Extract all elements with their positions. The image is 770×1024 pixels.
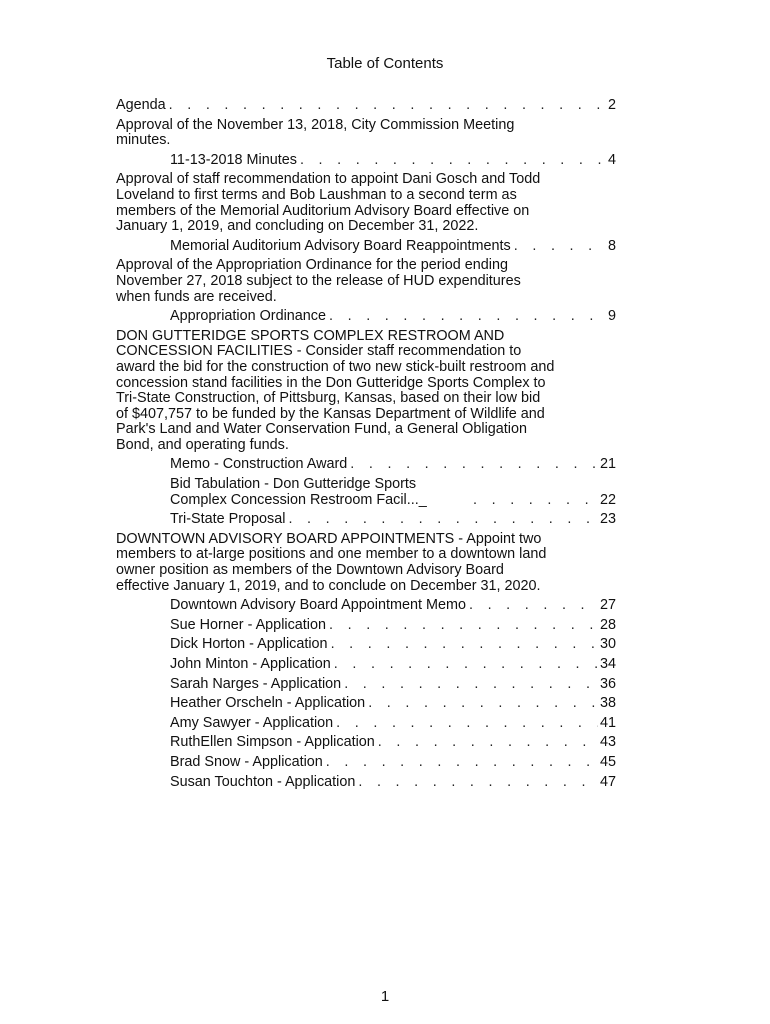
dot-leader: [347, 457, 598, 473]
toc-entry[interactable]: [116, 637, 616, 653]
toc-page-number: 43: [599, 734, 616, 751]
toc-entry-label: Memorial Auditorium Advisory Board Reappointments: [170, 237, 511, 254]
toc-page-number: 38: [599, 695, 616, 712]
toc-entry-label: Sue Horner - Application: [170, 616, 326, 633]
toc-page-number: 23: [599, 511, 616, 528]
agenda-item-description: DON GUTTERIDGE SPORTS COMPLEX RESTROOM AND CONCESSION FACILITIES - Consider staff recommendation to award the bid for the construction of two new stick-built restroom and concession stand facilities in the Don Gutteridge Sports Complex to Tri-State Construction, of Pittsburg, Kansas, based on their low bid of $407,757 to be funded by the Kansas Department of Wildlife and Park's Land and Water Conservation Fund, a General Obligation Bond, and operating funds.: [116, 327, 555, 453]
toc-entry[interactable]: [116, 598, 616, 614]
toc-entry[interactable]: [116, 735, 616, 751]
dot-leader: [341, 677, 598, 693]
dot-leader: [297, 153, 606, 169]
toc-entry[interactable]: [116, 618, 616, 634]
toc-entry[interactable]: [116, 153, 616, 169]
agenda-item-description: Approval of the Appropriation Ordinance for the period ending November 27, 2018 subject to the release of HUD expenditures when funds are received.: [116, 257, 521, 305]
toc-entry[interactable]: [116, 755, 616, 771]
toc-entry-label: Bid Tabulation - Don Gutteridge Sports Complex Concession Restroom Facil..._: [170, 476, 427, 508]
dot-leader: [326, 618, 598, 634]
agenda-item-description: Approval of the November 13, 2018, City Commission Meeting minutes.: [116, 116, 515, 149]
dot-leader: [375, 735, 598, 751]
toc-entry-label: Dick Horton - Application: [170, 636, 328, 653]
toc-entry[interactable]: [116, 457, 616, 473]
toc-entry-label: Tri-State Proposal: [170, 511, 286, 528]
toc-entry[interactable]: [116, 309, 616, 325]
toc-entry-label: RuthEllen Simpson - Application: [170, 734, 375, 751]
toc-entry-label: Memo - Construction Award: [170, 456, 348, 473]
dot-leader: [326, 309, 606, 325]
toc-entry-label: Appropriation Ordinance: [170, 308, 326, 325]
toc-page-number: 4: [607, 151, 616, 168]
toc-entry-label: John Minton - Application: [170, 656, 331, 672]
dot-leader: [511, 239, 606, 255]
page-number: 1: [380, 988, 390, 1005]
dot-leader: [331, 657, 598, 673]
toc-page-number: 22: [599, 491, 616, 508]
toc-page-number: 47: [599, 773, 616, 790]
toc-page-number: 34: [599, 656, 616, 672]
dot-leader: [355, 775, 598, 791]
toc-entry-label: Amy Sawyer - Application: [170, 714, 334, 731]
toc-entry[interactable]: [116, 716, 616, 732]
dot-leader: [333, 716, 598, 732]
table-of-contents: [116, 96, 616, 794]
toc-entry[interactable]: [116, 696, 616, 712]
toc-entry-label: Brad Snow - Application: [170, 753, 323, 770]
toc-entry-agenda[interactable]: [116, 98, 616, 114]
toc-page-number: 41: [599, 714, 616, 731]
dot-leader: [466, 598, 598, 614]
toc-entry-label: Heather Orscheln - Application: [170, 695, 366, 712]
toc-entry[interactable]: [116, 477, 616, 508]
toc-page-number: 36: [599, 675, 616, 692]
dot-leader: [166, 98, 606, 114]
toc-page-number: 9: [607, 308, 616, 325]
toc-entry[interactable]: [116, 512, 616, 528]
agenda-item-description: DOWNTOWN ADVISORY BOARD APPOINTMENTS - Appoint two members to at-large positions and one member to a downtown land owner position as members of the Downtown Advisory Board effective January 1, 2019, and to conclude on December 31, 2020.: [116, 530, 547, 594]
toc-page-number: 30: [599, 636, 616, 653]
toc-page-number: 45: [599, 753, 616, 770]
toc-entry-label: Sarah Narges - Application: [170, 675, 342, 692]
toc-entry-label: Susan Touchton - Application: [170, 773, 356, 790]
toc-page-number: 21: [599, 456, 616, 473]
dot-leader: [285, 512, 598, 528]
dot-leader: [328, 637, 598, 653]
toc-entry[interactable]: [116, 239, 616, 255]
toc-entry-label: Agenda: [116, 97, 166, 113]
toc-entry[interactable]: [116, 775, 616, 791]
toc-page-number: 8: [607, 237, 616, 254]
toc-entry[interactable]: [116, 657, 616, 673]
agenda-item-description: Approval of staff recommendation to appoint Dani Gosch and Todd Loveland to first terms and Bob Laushman to a second term as members of the Memorial Auditorium Advisory Board effective on January 1, 2019, and concluding on December 31, 2022.: [116, 171, 541, 235]
dot-leader: [365, 696, 598, 712]
toc-page-number: 27: [599, 597, 616, 614]
toc-page-number: 2: [607, 97, 616, 113]
dot-leader: [470, 493, 598, 509]
dot-leader: [323, 755, 598, 771]
toc-entry-label: 11-13-2018 Minutes: [170, 151, 297, 168]
toc-entry[interactable]: [116, 677, 616, 693]
toc-page-number: 28: [599, 616, 616, 633]
page-title: Table of Contents: [326, 55, 444, 72]
toc-entry-label: Downtown Advisory Board Appointment Memo: [170, 597, 466, 614]
